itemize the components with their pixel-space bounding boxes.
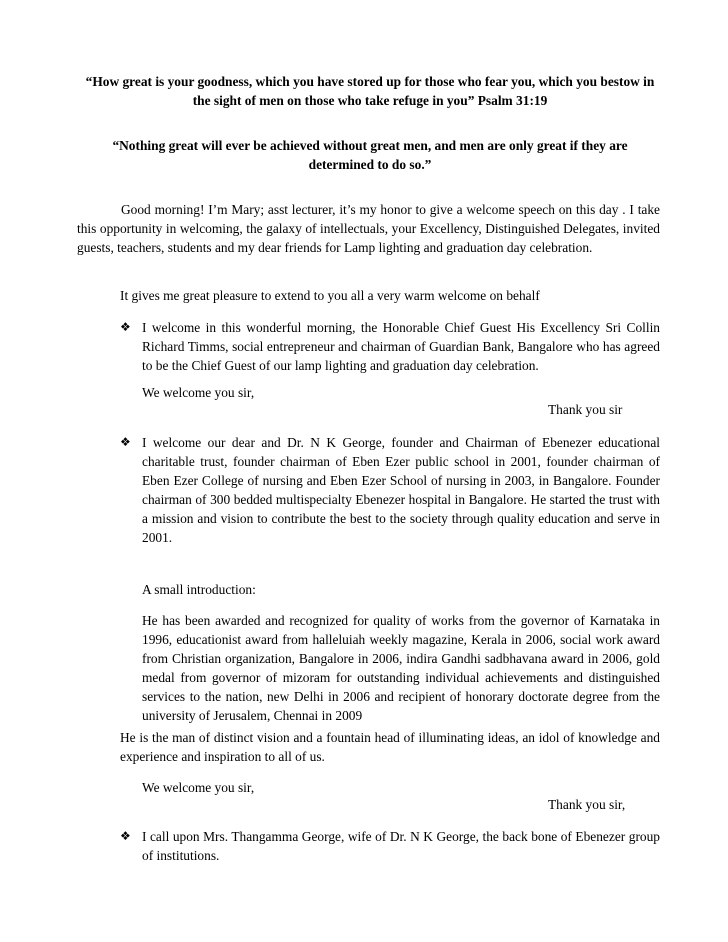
small-introduction-heading: A small introduction:	[142, 582, 256, 597]
intro-paragraph: Good morning! I’m Mary; asst lecturer, it’s my honor to give a welcome speech on this day . I take this opportunity in welcoming, the galaxy of intellectuals, your Excellency, Distinguished Delegates, invited guests, teachers, students and my dear friends for Lamp lighting and graduation day celebration.	[77, 202, 660, 255]
great-men-quote: “Nothing great will ever be achieved without great men, and men are only great if they are determined to do so.”	[112, 138, 628, 172]
bullet-chief-guest-text: I welcome in this wonderful morning, the Honorable Chief Guest His Excellency Sri Collin Richard Timms, social entrepreneur and chairman of Guardian Bank, Bangalore who has agreed to be the Chief Guest of our lamp lighting and graduation day celebration.	[142, 320, 660, 373]
diamond-bullet-icon: ❖	[120, 829, 131, 843]
awards-paragraph: He has been awarded and recognized for quality of works from the governor of Karnataka in 1996, educationist award from halleluiah weekly magazine, Kerala in 2006, social work award from Christian organization, Bangalore in 2006, indira Gandhi sadbhavana award in 2006, gold medal from governor of mizoram for outstanding individual achievements and distinguished services to the nation, new Delhi in 2006 and recipient of honorary doctorate degree from the university of Jerusalem, Chennai in 2009	[142, 613, 660, 723]
welcome-line-2: We welcome you sir,	[142, 780, 255, 795]
welcome-line-1: We welcome you sir,	[142, 385, 255, 400]
diamond-bullet-icon: ❖	[120, 435, 131, 449]
pleasure-paragraph: It gives me great pleasure to extend to you all a very warm welcome on behalf	[120, 288, 540, 303]
psalm-quote: “How great is your goodness, which you have stored up for those who fear you, which you bestow in the sight of men on those who take refuge in you” Psalm 31:19	[85, 74, 655, 108]
bullet-founder-text: I welcome our dear and Dr. N K George, founder and Chairman of Ebenezer educational charitable trust, founder chairman of Eben Ezer public school in 2001, founder chairman of Eben Ezer College of nursing and Eben Ezer School of nursing in 2003, in Bangalore. Founder chairman of 300 bedded multispecialty Ebenezer hospital in Bangalore. He started the trust with a mission and vision to contribute the best to the society through quality education and serve in 2001.	[142, 435, 660, 545]
bullet-chief-guest	[120, 318, 660, 375]
bullet-founder	[120, 433, 660, 547]
bullet-mrs-george	[120, 827, 660, 865]
diamond-bullet-icon: ❖	[120, 320, 131, 334]
thanks-line-2: Thank you sir,	[548, 797, 626, 812]
vision-paragraph: He is the man of distinct vision and a fountain head of illuminating ideas, an idol of knowledge and experience and inspiration to all of us.	[120, 730, 660, 764]
bullet-mrs-george-text: I call upon Mrs. Thangamma George, wife of Dr. N K George, the back bone of Ebenezer group of institutions.	[142, 829, 660, 863]
thanks-line-1: Thank you sir	[548, 402, 623, 417]
